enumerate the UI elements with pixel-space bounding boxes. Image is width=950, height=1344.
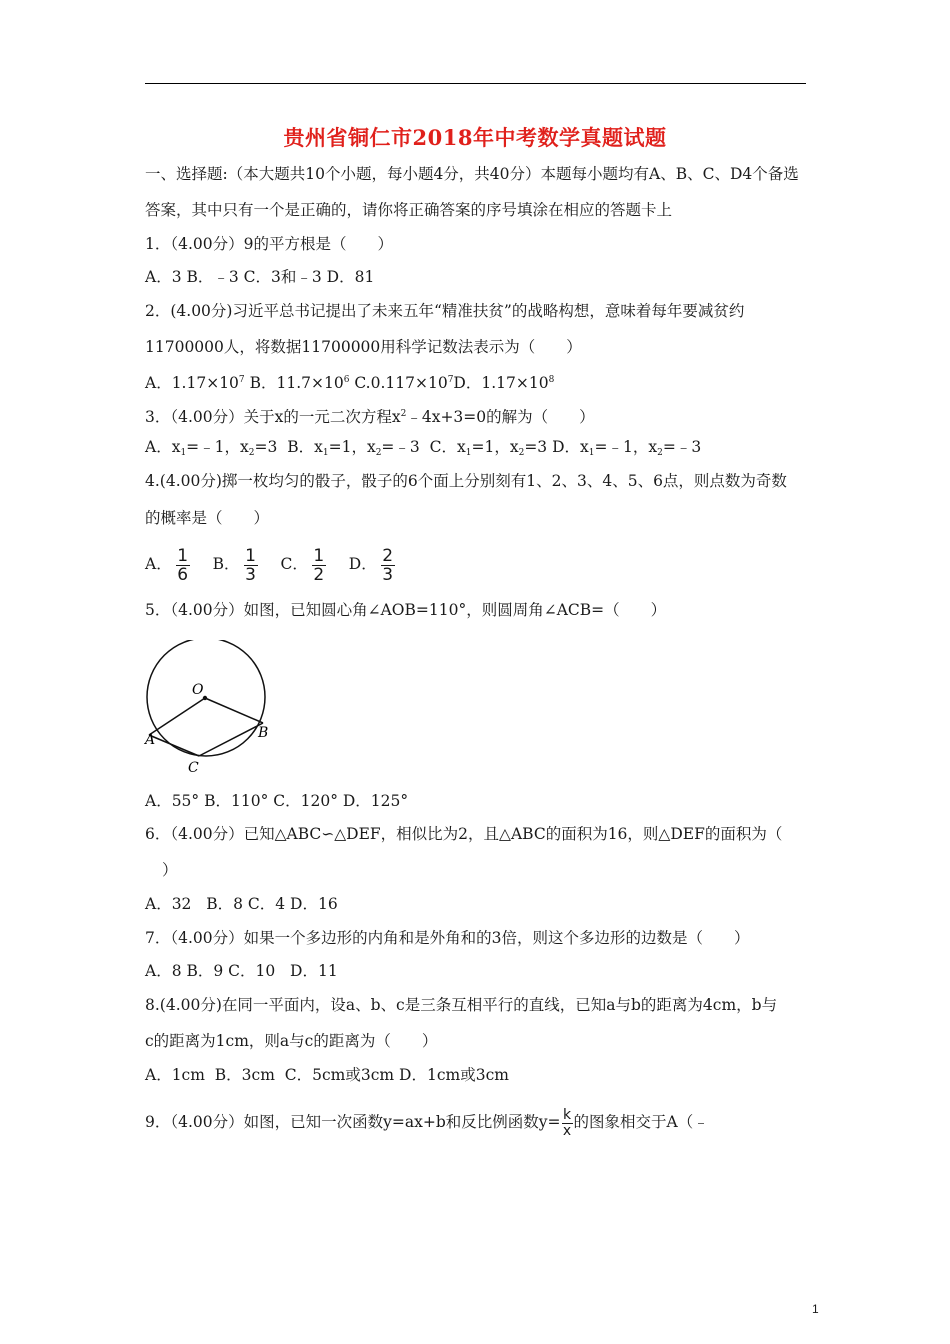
q5-options: A．55° B．110° C．120° D．125° — [145, 792, 409, 810]
q2-option-b-exponent: 6 — [343, 375, 350, 385]
q3-option-c-mid: =1，x — [471, 438, 519, 456]
q3-option-b-label: B．x — [277, 438, 323, 456]
q2-stem-line2: 11700000人，将数据11700000用科学记数法表示为（ ） — [145, 338, 582, 356]
q8-options: A．1cm B．3cm C．5cm或3cm D．1cm或3cm — [145, 1066, 509, 1084]
numerator: k — [562, 1106, 572, 1123]
q3-options — [145, 437, 701, 463]
q5-circle-figure — [141, 640, 273, 775]
q3-option-b-end: =﹣3 — [381, 438, 420, 456]
q2-option-c: C.0.117×10 — [349, 374, 448, 392]
label-o: O — [192, 682, 204, 698]
label-b: B — [258, 725, 269, 741]
q4-option-d — [348, 545, 399, 585]
q3-option-a-sub2: 2 — [248, 448, 255, 458]
q2-option-b: B．11.7×10 — [244, 374, 344, 392]
q4-option-c — [280, 545, 329, 585]
q2-option-c-exponent: 7 — [447, 375, 454, 385]
q3-option-a-end: =3 — [254, 438, 278, 456]
q1-options: A．3 B．﹣3 C．3和﹣3 D．81 — [145, 268, 375, 286]
q4-stem-line1: 4.(4.00分)掷一枚均匀的骰子，骰子的6个面上分别刻有1、2、3、4、5、6点，则点数为奇数 — [145, 472, 787, 490]
q3-stem-part1: 3．（4.00分）关于x的一元二次方程x — [145, 408, 401, 426]
numerator: 1 — [177, 545, 189, 566]
q3-option-a-label: A．x — [145, 438, 181, 456]
q3-option-c-sub2: 2 — [518, 448, 525, 458]
q3-option-d-sub2: 2 — [657, 448, 663, 458]
q4-option-a-label: A． — [145, 555, 172, 573]
q3-stem-exponent: 2 — [400, 409, 407, 419]
q9-fraction — [562, 1108, 573, 1139]
q4-option-a — [145, 545, 194, 585]
q4-stem-line2: 的概率是（ ） — [145, 509, 270, 527]
q3-option-b-mid: =1，x — [328, 438, 376, 456]
q2-option-a-exponent: 7 — [238, 375, 245, 385]
q1-stem: 1．（4.00分）9的平方根是（ ） — [145, 235, 393, 253]
q2-option-a: A．1.17×10 — [145, 374, 239, 392]
q4-option-c-label: C． — [280, 555, 308, 573]
q4-option-b-label: B． — [212, 555, 240, 573]
q4-option-c-fraction — [312, 547, 326, 584]
q2-stem-line1: 2．(4.00分)习近平总书记提出了未来五年“精准扶贫”的战略构想，意味着每年要减贫约 — [145, 302, 745, 320]
q8-stem-line1: 8.(4.00分)在同一平面内，设a、b、c是三条互相平行的直线，已知a与b的距离为4cm，b与 — [145, 996, 778, 1014]
numerator: 2 — [382, 545, 394, 566]
q3-option-d-sub1: 1 — [588, 448, 595, 458]
section-intro-line1: 一、选择题:（本大题共10个小题，每小题4分，共40分）本题每小题均有A、B、C、D4个备选 — [145, 165, 799, 183]
q5-stem: 5．（4.00分）如图，已知圆心角∠AOB=110°，则圆周角∠ACB=（ ） — [145, 601, 667, 619]
denominator: 6 — [177, 564, 189, 585]
segment-ac — [149, 735, 199, 756]
q4-option-b — [212, 545, 262, 585]
q3-option-a-mid: =﹣1，x — [186, 438, 249, 456]
numerator: 1 — [245, 545, 256, 566]
q7-options: A．8 B．9 C．10 D．11 — [145, 962, 338, 980]
q9-stem-part2: 的图象相交于A（﹣ — [573, 1113, 709, 1131]
q3-option-c-end: =3 — [524, 438, 548, 456]
q7-stem: 7．（4.00分）如果一个多边形的内角和是外角和的3倍，则这个多边形的边数是（ ） — [145, 929, 750, 947]
q2-options — [145, 370, 554, 393]
page-number: 1 — [812, 1302, 819, 1316]
label-a: A — [145, 732, 156, 748]
q3-option-a-sub1: 1 — [180, 448, 187, 458]
q4-option-a-fraction — [176, 547, 190, 584]
q9-stem — [145, 1102, 709, 1142]
q3-option-d-mid: =﹣1，x — [594, 438, 658, 456]
segment-ob — [205, 698, 263, 723]
q3-option-b-sub1: 1 — [322, 448, 329, 458]
denominator: 2 — [313, 564, 325, 585]
denominator: 3 — [245, 564, 256, 585]
q6-stem-line2: ） — [162, 861, 178, 879]
header-rule — [145, 83, 806, 84]
q4-option-b-fraction — [244, 547, 258, 584]
q3-stem-part2: ﹣4x+3=0的解为（ ） — [406, 408, 595, 426]
q3-option-c-sub1: 1 — [465, 448, 472, 458]
q9-stem-part1: 9．（4.00分）如图，已知一次函数y=ax+b和反比例函数y= — [145, 1113, 561, 1131]
page-title: 贵州省铜仁市2018年中考数学真题试题 — [283, 125, 667, 150]
q3-option-c-label: C．x — [419, 438, 466, 456]
q8-stem-line2: c的距离为1cm，则a与c的距离为（ ） — [145, 1032, 438, 1050]
segment-oa — [149, 698, 205, 735]
label-c: C — [188, 760, 199, 775]
q2-option-d: D．1.17×10 — [453, 374, 549, 392]
q6-stem-line1: 6．（4.00分）已知△ABC∽△DEF，相似比为2，且△ABC的面积为16，则△DEF的面积为（ — [145, 825, 783, 843]
q4-options — [145, 544, 413, 584]
q4-option-d-fraction — [381, 547, 395, 584]
denominator: x — [562, 1122, 572, 1139]
numerator: 1 — [313, 545, 325, 566]
q6-options: A．32 B．8 C．4 D．16 — [145, 895, 338, 913]
section-intro-line2: 答案，其中只有一个是正确的，请你将正确答案的序号填涂在相应的答题卡上 — [145, 201, 673, 219]
q3-option-b-sub2: 2 — [375, 448, 382, 458]
q3-stem — [145, 404, 595, 427]
q2-option-d-exponent: 8 — [548, 375, 555, 385]
q3-option-d-end: =﹣3 — [662, 438, 702, 456]
denominator: 3 — [382, 564, 394, 585]
q3-option-d-label: D．x — [547, 438, 589, 456]
q4-option-d-label: D． — [348, 555, 377, 573]
